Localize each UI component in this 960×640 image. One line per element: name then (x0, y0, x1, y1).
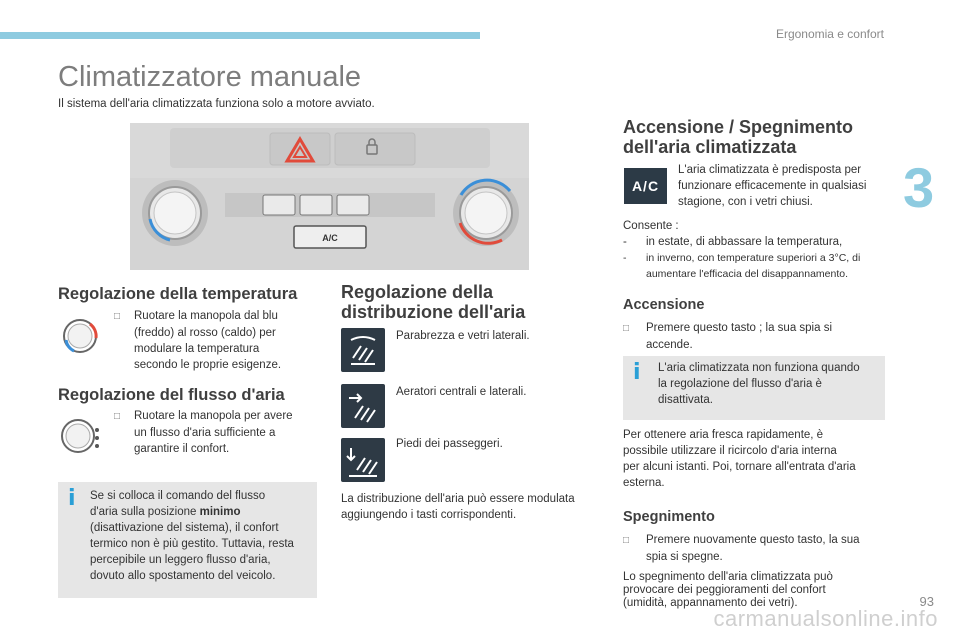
distribution-item-label: Piedi dei passeggeri. (396, 438, 503, 450)
info-box-text: L'aria climatizzata non funziona quando la regolazione del flusso d'aria è disattivata. (658, 362, 860, 406)
info-box-minimum (58, 482, 317, 598)
temperature-bullet: □ Ruotare la manopola dal blu (freddo) al rosso (caldo) per modulare la temperatura secondo le proprie esigenze. (114, 310, 282, 371)
info-box-text: Se si colloca il comando del flusso d'aria sulla posizione minimo (disattivazione del sistema), il confort termico non è più gestito. Tuttavia, resta percepibile un leggero flusso d'aria, dovuto allo spostamento del veicolo. (90, 490, 294, 582)
heading-switch-off: Spegnimento (623, 509, 715, 525)
bullet-marker: □ (623, 323, 630, 334)
heading-switch-on: Accensione (623, 297, 705, 313)
bullet-marker: □ (114, 311, 121, 322)
watermark: carmanualsonline.info (713, 606, 938, 631)
bullet-marker: □ (114, 411, 121, 422)
temperature-knob-icon (60, 316, 100, 361)
distribution-note: La distribuzione dell'aria può essere modulata aggiungendo i tasti corrispondenti. (341, 493, 575, 521)
info-box-ac-disabled (623, 356, 885, 420)
info-icon: i (68, 486, 76, 511)
control-panel-image (130, 123, 529, 270)
heading-distribution: Regolazione della distribuzione dell'aria (341, 282, 526, 322)
airflow-knob-icon (60, 416, 100, 461)
foot-vent-icon (341, 438, 385, 482)
bullet-marker: □ (623, 535, 630, 546)
ac-allows-list: - in estate, di abbassare la temperatura, - in inverno, con temperature superiori a 3°C, di aumentare l'efficacia del disappannamento. (623, 234, 893, 282)
header-accent-bar (0, 32, 480, 39)
panel-ac-button-label: A/C (322, 233, 338, 243)
switch-off-bullet: □ Premere nuovamente questo tasto, la sua spia si spegne. (623, 534, 860, 563)
heading-airflow: Regolazione del flusso d'aria (58, 386, 285, 404)
windscreen-vent-icon (341, 328, 385, 372)
airflow-bullet: □ Ruotare la manopola per avere un flusso d'aria sufficiente a garantire il confort. (114, 410, 293, 455)
ac-allows-label: Consente : (623, 220, 679, 232)
heading-ac: Accensione / Spegnimento dell'aria climatizzata (623, 117, 854, 157)
chapter-number: 3 (903, 156, 935, 219)
control-panel-drawing (130, 123, 529, 270)
face-vent-icon (341, 384, 385, 428)
page-title: Climatizzatore manuale (58, 61, 362, 93)
info-icon: i (633, 360, 641, 385)
page-subtitle: Il sistema dell'aria climatizzata funziona solo a motore avviato. (58, 98, 375, 110)
page-number: 93 (919, 594, 934, 609)
section-name: Ergonomia e confort (775, 27, 884, 41)
list-item: - in estate, di abbassare la temperatura, (623, 236, 843, 248)
fresh-air-note: Per ottenere aria fresca rapidamente, è possibile utilizzare il ricircolo d'aria interna per alcuni istanti. Poi, tornare all'entrata d'aria esterna. (623, 429, 856, 489)
distribution-item-label: Aeratori centrali e laterali. (396, 386, 527, 398)
switch-off-note: Lo spegnimento dell'aria climatizzata può provocare dei peggioramenti del confort (umidità, appannamento dei vetri). (623, 571, 833, 609)
heading-temperature: Regolazione della temperatura (58, 285, 298, 303)
ac-button-icon: A/C (624, 168, 667, 204)
ac-intro: L'aria climatizzata è predisposta per funzionare efficacemente in qualsiasi stagione, con i vetri chiusi. (678, 164, 867, 208)
distribution-item-label: Parabrezza e vetri laterali. (396, 330, 530, 342)
list-item: - in inverno, con temperature superiori a 3°C, di (623, 252, 861, 264)
switch-on-bullet: □ Premere questo tasto ; la sua spia si accende. (623, 322, 833, 351)
